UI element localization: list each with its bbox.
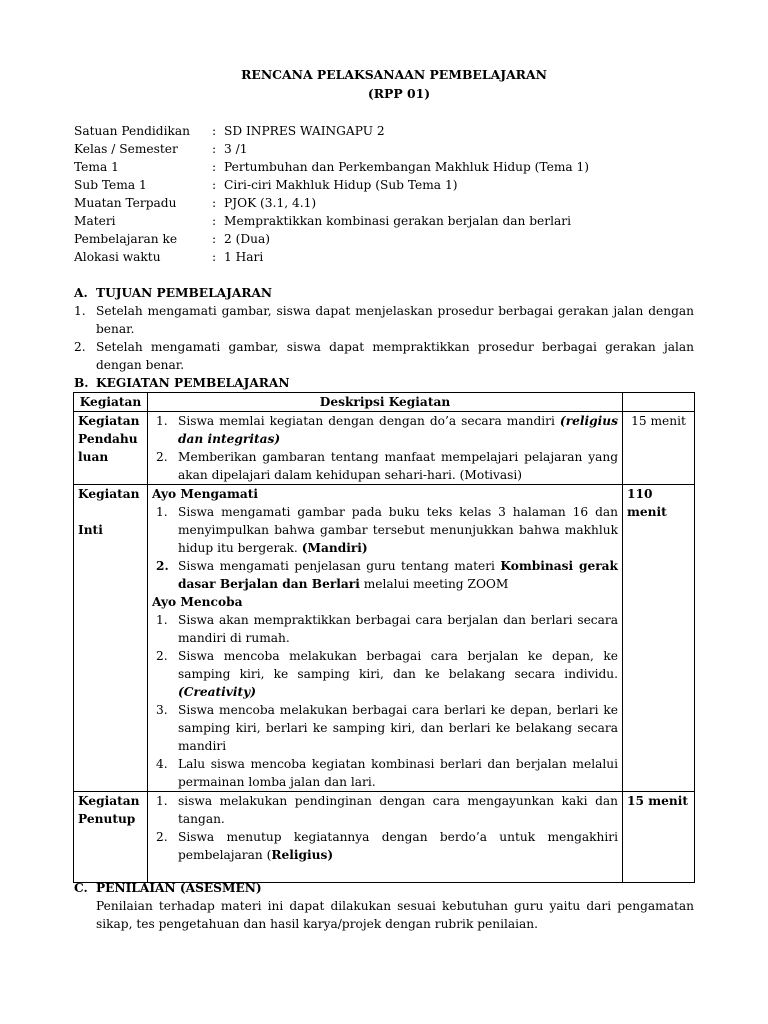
- activity-name-text: Kegiatan Penutup: [78, 794, 140, 826]
- identity-colon: :: [212, 142, 217, 156]
- list-item: [152, 611, 618, 647]
- identity-label: Materi: [74, 214, 116, 228]
- identity-row: [74, 158, 589, 176]
- identity-label: Tema 1: [74, 160, 119, 174]
- list-item: [152, 792, 618, 828]
- item-text: Siswa mengamati gambar pada buku teks kelas 3 halaman 16 dan menyimpulkan bahwa gambar tersebut menunjukkan bahwa makhluk hidup itu bergerak.: [178, 505, 618, 555]
- item-text: siswa melakukan pendinginan dengan cara mengayunkan kaki dan tangan.: [178, 794, 618, 826]
- identity-value: Ciri-ciri Makhluk Hidup (Sub Tema 1): [224, 178, 458, 192]
- identity-label: Pembelajaran ke: [74, 232, 178, 246]
- item-bold: (Mandiri): [301, 541, 368, 555]
- identity-row: [74, 230, 589, 248]
- activity-name-line: Kegiatan: [78, 487, 140, 501]
- identity-colon: :: [212, 160, 217, 174]
- objectives-list: [74, 302, 694, 374]
- section-title: TUJUAN PEMBELAJARAN: [96, 286, 273, 300]
- item-emphasis: (Creativity): [178, 685, 256, 699]
- section-letter: C.: [74, 881, 88, 895]
- table-row-pendahuluan: [74, 412, 695, 485]
- identity-value: Pertumbuhan dan Perkembangan Makhluk Hidup (Tema 1): [224, 160, 590, 174]
- item-text: Memberikan gambaran tentang manfaat mempelajari pelajaran yang akan dipelajari dalam kehidupan sehari-hari. (Motivasi): [178, 450, 618, 482]
- subheading-ayo-mencoba: Ayo Mencoba: [152, 595, 243, 609]
- identity-label: Sub Tema 1: [74, 178, 147, 192]
- identity-colon: :: [212, 196, 217, 210]
- activity-name-line: Inti: [78, 523, 103, 537]
- list-item: [152, 755, 618, 791]
- item-number: 1.: [156, 414, 168, 428]
- identity-value: Mempraktikkan kombinasi gerakan berjalan dan berlari: [224, 214, 571, 228]
- activity-time: 110 menit: [623, 485, 695, 792]
- identity-colon: :: [212, 214, 217, 228]
- item-text-end: melalui meeting ZOOM: [359, 577, 509, 591]
- activity-name-text: Kegiatan Pendahu luan: [78, 414, 140, 464]
- item-number: 1.: [156, 794, 168, 808]
- item-number: 3.: [156, 703, 168, 717]
- item-number: 2.: [156, 559, 169, 573]
- identity-label: Satuan Pendidikan: [74, 124, 190, 138]
- identity-colon: :: [212, 232, 217, 246]
- subheading-ayo-mengamati: Ayo Mengamati: [152, 487, 258, 501]
- document-title: RENCANA PELAKSANAAN PEMBELAJARAN: [241, 67, 547, 82]
- list-item: [152, 503, 618, 557]
- section-letter: B.: [74, 376, 89, 390]
- activity-description: [148, 485, 623, 792]
- item-text: Siswa mencoba melakukan berbagai cara berlari ke depan, berlari ke samping kiri, berlari ke samping kiri, dan berlari ke belakang secara mandiri: [178, 703, 618, 753]
- item-text: Setelah mengamati gambar, siswa dapat menjelaskan prosedur berbagai gerakan jalan dengan benar.: [96, 304, 694, 336]
- section-c-heading: [74, 879, 262, 897]
- header-kegiatan: Kegiatan: [74, 393, 148, 412]
- list-item: [152, 412, 618, 448]
- section-title: KEGIATAN PEMBELAJARAN: [96, 376, 290, 390]
- item-text: Setelah mengamati gambar, siswa dapat mempraktikkan prosedur berbagai gerakan jalan dengan benar.: [96, 340, 694, 372]
- item-bold: Religius): [271, 848, 334, 862]
- list-item: [152, 448, 618, 484]
- identity-label: Muatan Terpadu: [74, 196, 177, 210]
- identity-value: 2 (Dua): [224, 232, 271, 246]
- item-text: Siswa memlai kegiatan dengan dengan do’a secara mandiri: [178, 414, 560, 428]
- item-number: 2.: [156, 450, 168, 464]
- item-text: Siswa mencoba melakukan berbagai cara berjalan ke depan, ke samping kiri, ke samping kiri, dan ke belakang secara individu.: [178, 649, 618, 681]
- header-waktu: [623, 393, 695, 412]
- section-title: PENILAIAN (ASESMEN): [96, 881, 262, 895]
- identity-row: [74, 176, 589, 194]
- section-letter: A.: [74, 286, 88, 300]
- section-b-heading: [74, 374, 290, 392]
- table-header-row: [74, 393, 695, 412]
- identity-colon: :: [212, 124, 217, 138]
- list-item: [152, 647, 618, 701]
- identity-row: [74, 212, 589, 230]
- item-text: Siswa akan mempraktikkan berbagai cara berjalan dan berlari secara mandiri di rumah.: [178, 613, 618, 645]
- item-number: 2.: [156, 830, 168, 844]
- activity-description: [148, 412, 623, 485]
- identity-table: [74, 122, 589, 266]
- document-subtitle: (RPP 01): [367, 86, 431, 101]
- activity-name: [74, 792, 148, 883]
- table-row-penutup: [74, 792, 695, 883]
- list-item: [152, 828, 618, 864]
- objective-item: [74, 338, 694, 374]
- item-number: 2.: [74, 340, 86, 354]
- header-deskripsi: Deskripsi Kegiatan: [148, 393, 623, 412]
- objective-item: [74, 302, 694, 338]
- item-number: 2.: [156, 649, 168, 663]
- activity-name: [74, 412, 148, 485]
- item-bold: Kombinasi gerak dasar Berjalan dan Berlari: [178, 559, 619, 591]
- identity-label: Kelas / Semester: [74, 142, 178, 156]
- identity-row: [74, 194, 589, 212]
- item-number: 1.: [156, 505, 168, 519]
- item-number: 1.: [156, 613, 168, 627]
- activities-table: [73, 392, 695, 883]
- identity-value: SD INPRES WAINGAPU 2: [224, 124, 385, 138]
- identity-label: Alokasi waktu: [74, 250, 161, 264]
- identity-colon: :: [212, 250, 217, 264]
- table-row-inti: [74, 485, 695, 792]
- identity-value: 1 Hari: [224, 250, 264, 264]
- section-a-heading: [74, 284, 272, 302]
- item-text: Lalu siswa mencoba kegiatan kombinasi berlari dan berjalan melalui permainan lomba jalan dan lari.: [178, 757, 618, 789]
- item-text: Siswa mengamati penjelasan guru tentang materi: [178, 559, 501, 573]
- item-number: 4.: [156, 757, 168, 771]
- identity-row: [74, 122, 589, 140]
- list-item: [152, 701, 618, 755]
- identity-colon: :: [212, 178, 217, 192]
- list-item: [152, 557, 618, 593]
- assessment-paragraph: Penilaian terhadap materi ini dapat dilakukan sesuai kebutuhan guru yaitu dari pengamatan sikap, tes pengetahuan dan hasil karya/projek dengan rubrik penilaian.: [96, 899, 694, 931]
- activity-name: [74, 485, 148, 792]
- activity-description: [148, 792, 623, 883]
- activity-time: 15 menit: [623, 412, 695, 485]
- activity-time: 15 menit: [623, 792, 695, 883]
- identity-value: PJOK (3.1, 4.1): [224, 196, 317, 210]
- identity-row: [74, 248, 589, 266]
- identity-value: 3 /1: [224, 142, 248, 156]
- item-emphasis: (religius dan integritas): [178, 414, 618, 446]
- identity-row: [74, 140, 589, 158]
- item-number: 1.: [74, 304, 86, 318]
- item-text: Siswa menutup kegiatannya dengan berdo’a untuk mengakhiri pembelajaran (: [178, 830, 618, 862]
